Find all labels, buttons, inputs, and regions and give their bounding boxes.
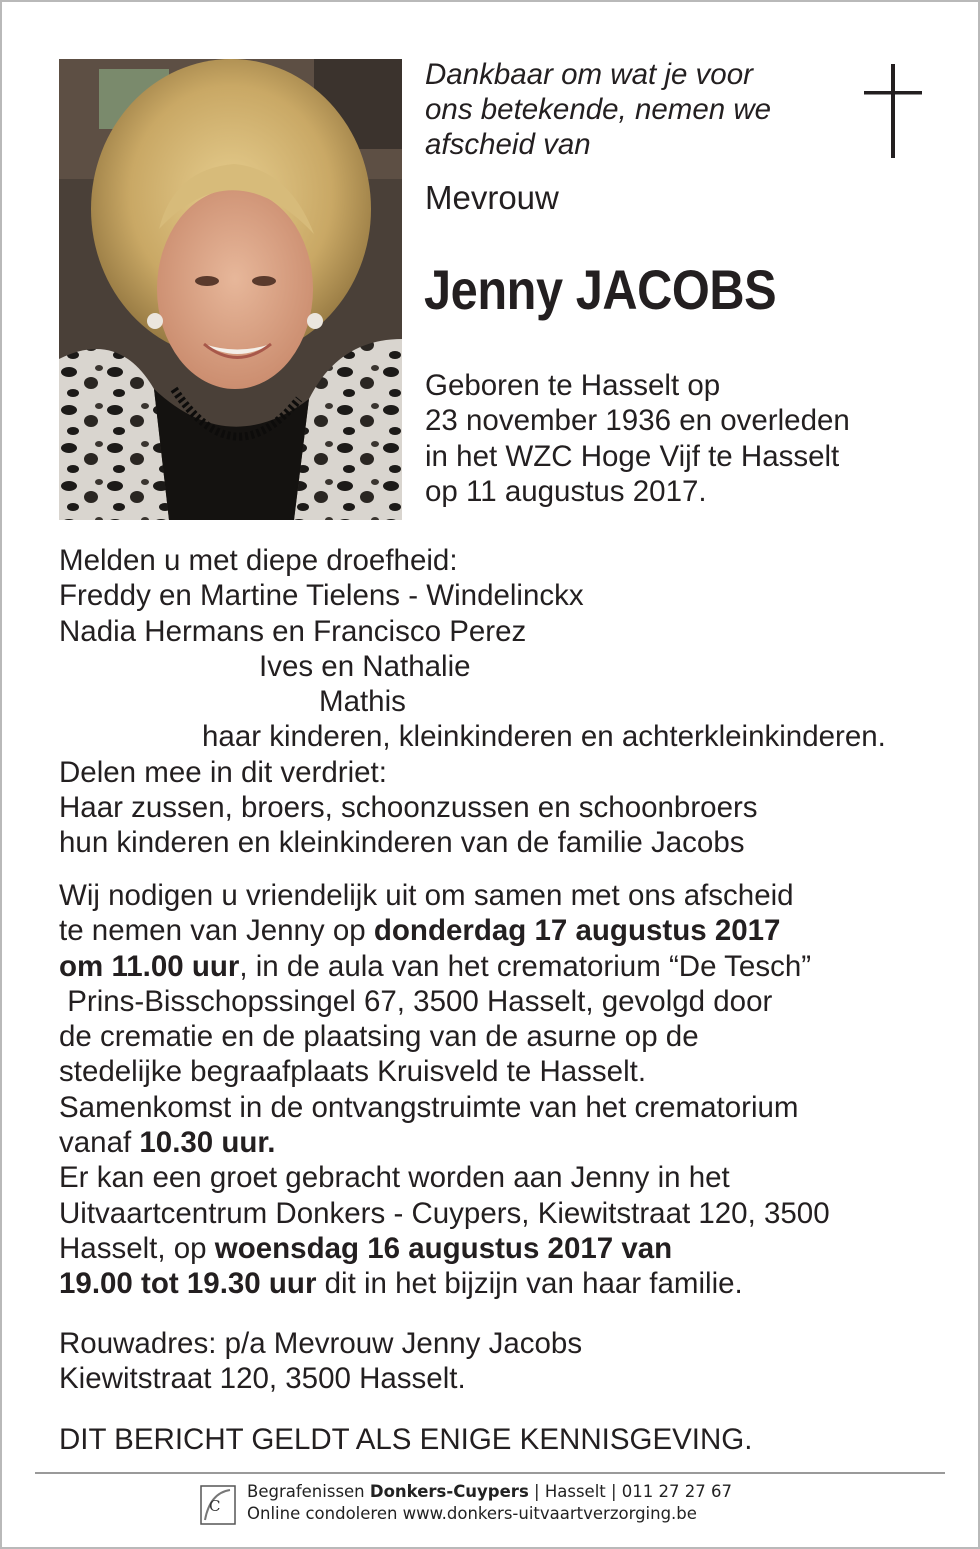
family-line: Freddy en Martine Tielens - Windelinckx xyxy=(59,579,584,613)
honorific: Mevrouw xyxy=(425,179,559,216)
invite-line: te nemen van Jenny op donderdag 17 augustus 2017 xyxy=(59,914,781,948)
family-line: Mathis xyxy=(319,685,406,719)
intro-line: afscheid van xyxy=(425,128,591,161)
svg-text:C: C xyxy=(209,1497,221,1515)
birth-line: op 11 augustus 2017. xyxy=(425,474,707,508)
portrait-photo xyxy=(59,59,402,520)
birth-line: in het WZC Hoge Vijf te Hasselt xyxy=(425,439,840,473)
birth-line: 23 november 1936 en overleden xyxy=(425,404,850,438)
invite-line: 19.00 tot 19.30 uur dit in het bijzijn van haar familie. xyxy=(59,1267,743,1301)
family-line: Haar zussen, broers, schoonzussen en schoonbroers xyxy=(59,791,758,825)
invite-line: Samenkomst in de ontvangstruimte van het crematorium xyxy=(59,1090,799,1124)
invite-line: Prins-Bisschopssingel 67, 3500 Hasselt, gevolgd door xyxy=(59,984,773,1018)
address-section xyxy=(59,1326,582,1397)
footer-website[interactable]: Online condoleren www.donkers-uitvaartverzorging.be xyxy=(247,1504,697,1523)
invite-line: de crematie en de plaatsing van de asurne op de xyxy=(59,1020,699,1054)
intro-text xyxy=(425,57,825,162)
address-line: Rouwadres: p/a Mevrouw Jenny Jacobs xyxy=(59,1327,583,1360)
notice-section xyxy=(59,1422,752,1457)
deceased-name: Jenny JACOBS xyxy=(424,258,777,321)
family-line: Delen mee in dit verdriet: xyxy=(59,755,387,789)
footer xyxy=(247,1481,732,1525)
footer-line: Begrafenissen Donkers-Cuypers | Hasselt | 011 27 27 67 xyxy=(247,1482,733,1501)
cross-icon xyxy=(864,64,922,158)
invite-line: Er kan een groet gebracht worden aan Jenny in het xyxy=(59,1161,730,1195)
address-line: Kiewitstraat 120, 3500 Hasselt. xyxy=(59,1362,466,1396)
family-line: Nadia Hermans en Francisco Perez xyxy=(59,614,527,648)
notice-text: DIT BERICHT GELDT ALS ENIGE KENNISGEVING. xyxy=(59,1423,753,1456)
footer-divider xyxy=(35,1472,945,1474)
birth-line: Geboren te Hasselt op xyxy=(425,369,721,402)
family-line: haar kinderen, kleinkinderen en achterkleinkinderen. xyxy=(202,720,886,754)
invitation-section xyxy=(59,878,830,1302)
birth-death-text xyxy=(425,368,850,509)
intro-line: ons betekende, nemen we xyxy=(425,93,772,126)
invite-line: Uitvaartcentrum Donkers - Cuypers, Kiewitstraat 120, 3500 xyxy=(59,1196,830,1230)
family-line: hun kinderen en kleinkinderen van de familie Jacobs xyxy=(59,826,745,860)
invite-line: stedelijke begraafplaats Kruisveld te Hasselt. xyxy=(59,1055,647,1089)
invite-line: om 11.00 uur, in de aula van het crematorium “De Tesch” xyxy=(59,949,812,983)
invite-line: vanaf 10.30 uur. xyxy=(59,1126,276,1160)
funeral-home-logo xyxy=(200,1485,236,1525)
invite-line: Wij nodigen u vriendelijk uit om samen met ons afscheid xyxy=(59,879,794,912)
intro-line: Dankbaar om wat je voor xyxy=(425,58,753,91)
family-line: Melden u met diepe droefheid: xyxy=(59,544,458,577)
invite-line: Hasselt, op woensdag 16 augustus 2017 van xyxy=(59,1231,673,1265)
family-line: Ives en Nathalie xyxy=(259,649,471,683)
family-section xyxy=(59,543,886,861)
